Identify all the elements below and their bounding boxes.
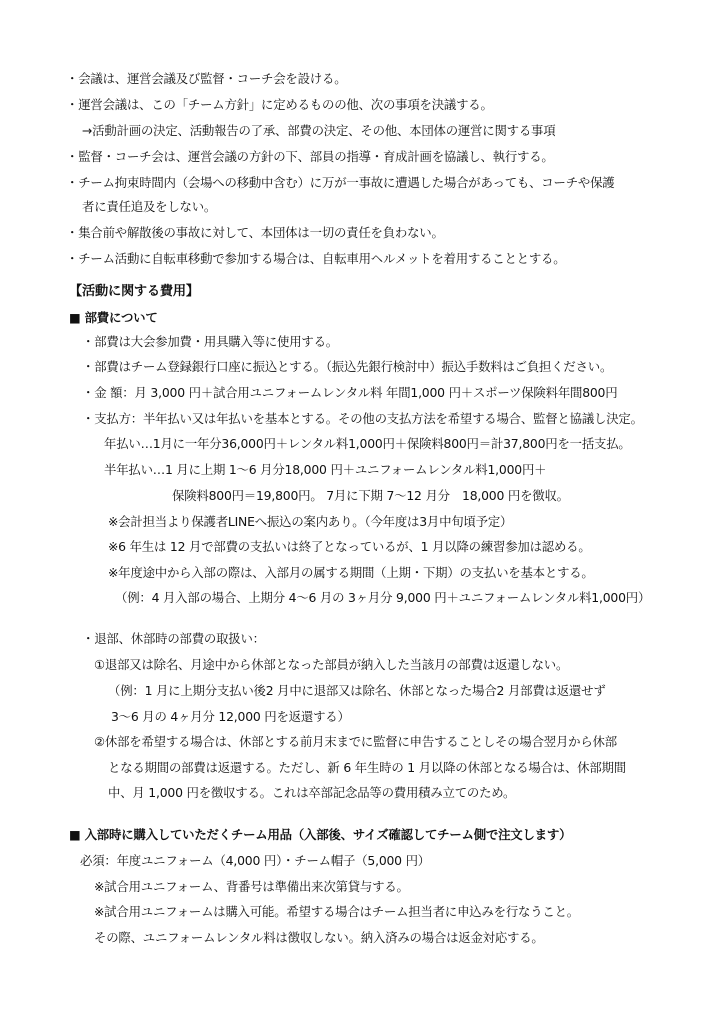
midyear-join-example: （例：4 月入部の場合、上期分 4～6 月の 3ヶ月分 9,000 円＋ユニフォームレンタル料1,000円） (115, 590, 651, 605)
helmet-clause: ・チーム活動に自転車移動で参加する場合は、自転車用ヘルメットを着用することとする。 (66, 251, 566, 266)
meeting-clause: ・会議は、運営会議及び監督・コーチ会を設ける。 (66, 71, 347, 86)
steering-meeting-clause: ・運営会議は、この「チーム方針」に定めるものの他、次の事項を決議する。 (66, 97, 493, 112)
subheading-team-goods: ■ 入部時に購入していただくチーム用品（入部後、サイズ確認してチーム側で注文します） (69, 827, 572, 842)
withdrawal-fee-handling: ・退部、休部時の部費の取扱い： (82, 631, 265, 646)
subheading-club-fee: ■ 部費について (69, 310, 158, 325)
coach-meeting-clause: ・監督・コーチ会は、運営会議の方針の下、部員の指導・育成計画を協議し、執行する。 (66, 149, 554, 164)
steering-meeting-items: →活動計画の決定、活動報告の了承、部費の決定、その他、本団体の運営に関する事項 (82, 123, 556, 138)
leave-rule-line3: 中、月 1,000 円を徴収する。これは卒部記念品等の費用積み立てのため。 (108, 785, 516, 800)
required-goods: 必須：年度ユニフォーム（4,000 円）・チーム帽子（5,000 円） (80, 853, 430, 868)
fee-amount: ・金 額：月 3,000 円＋試合用ユニフォームレンタル料 年間1,000 円＋スポーツ保険料年間800円 (82, 385, 618, 400)
section-heading-fees: 【活動に関する費用】 (69, 284, 199, 299)
note-sixth-grade: ※6 年生は 12 月で部費の支払いは終了となっているが、1 月以降の練習参加は認める。 (108, 539, 591, 554)
withdrawal-rule-1: ①退部又は除名、月途中から休部となった部員が納入した当該月の部費は返還しない。 (94, 657, 569, 672)
pre-post-accident-clause: ・集合前や解散後の事故に対して、本団体は一切の責任を負わない。 (66, 225, 444, 240)
uniform-purchase-note: ※試合用ユニフォームは購入可能。希望する場合はチーム担当者に申込みを行なうこと。 (94, 904, 579, 919)
withdrawal-example-line2: 3～6 月の 4ヶ月分 12,000 円を返還する） (111, 709, 350, 724)
liability-clause-line1: ・チーム拘束時間内（会場への移動中含む）に万が一事故に遭遇した場合があっても、コーチや保護 (66, 175, 615, 190)
note-line-notice: ※会計担当より保護者LINEへ振込の案内あり。（今年度は3月中旬頃予定） (108, 514, 513, 529)
note-midyear-join: ※年度途中から入部の際は、入部月の属する期間（上期・下期）の支払いを基本とする。 (108, 565, 594, 580)
fee-payment-method: ・部費はチーム登録銀行口座に振込とする。（振込先銀行検討中）振込手数料はご負担ください。 (82, 359, 613, 374)
liability-clause-line2: 者に責任追及をしない。 (82, 199, 217, 214)
half-year-payment-line1: 半年払い…1 月に上期 1～6 月分18,000 円＋ユニフォームレンタル料1,000円＋ (104, 462, 547, 477)
withdrawal-example-line1: （例：1 月に上期分支払い後2 月中に退部又は除名、休部となった場合2 月部費は返還せず (108, 683, 606, 698)
fee-usage: ・部費は大会参加費・用具購入等に使用する。 (82, 334, 339, 349)
annual-payment: 年払い…1月に一年分36,000円＋レンタル料1,000円＋保険料800円＝計37,800円を一括支払。 (104, 436, 631, 451)
leave-rule-line2: となる期間の部費は返還する。ただし、新 6 年生時の 1 月以降の休部となる場合は、休部期間 (108, 760, 626, 775)
leave-rule-line1: ②休部を希望する場合は、休部とする前月末までに監督に申告することしその場合翌月から休部 (94, 734, 617, 749)
half-year-payment-line2: 保険料800円＝19,800円。 7月に下期 7～12 月分 18,000 円を徴収。 (172, 488, 569, 503)
fee-payment-schedule: ・支払方：半年払い又は年払いを基本とする。その他の支払方法を希望する場合、監督と協議し決定。 (82, 411, 643, 426)
rental-fee-note: その際、ユニフォームレンタル料は徴収しない。納入済みの場合は返金対応する。 (94, 930, 544, 945)
uniform-lending-note: ※試合用ユニフォーム、背番号は準備出来次第貸与する。 (94, 879, 409, 894)
